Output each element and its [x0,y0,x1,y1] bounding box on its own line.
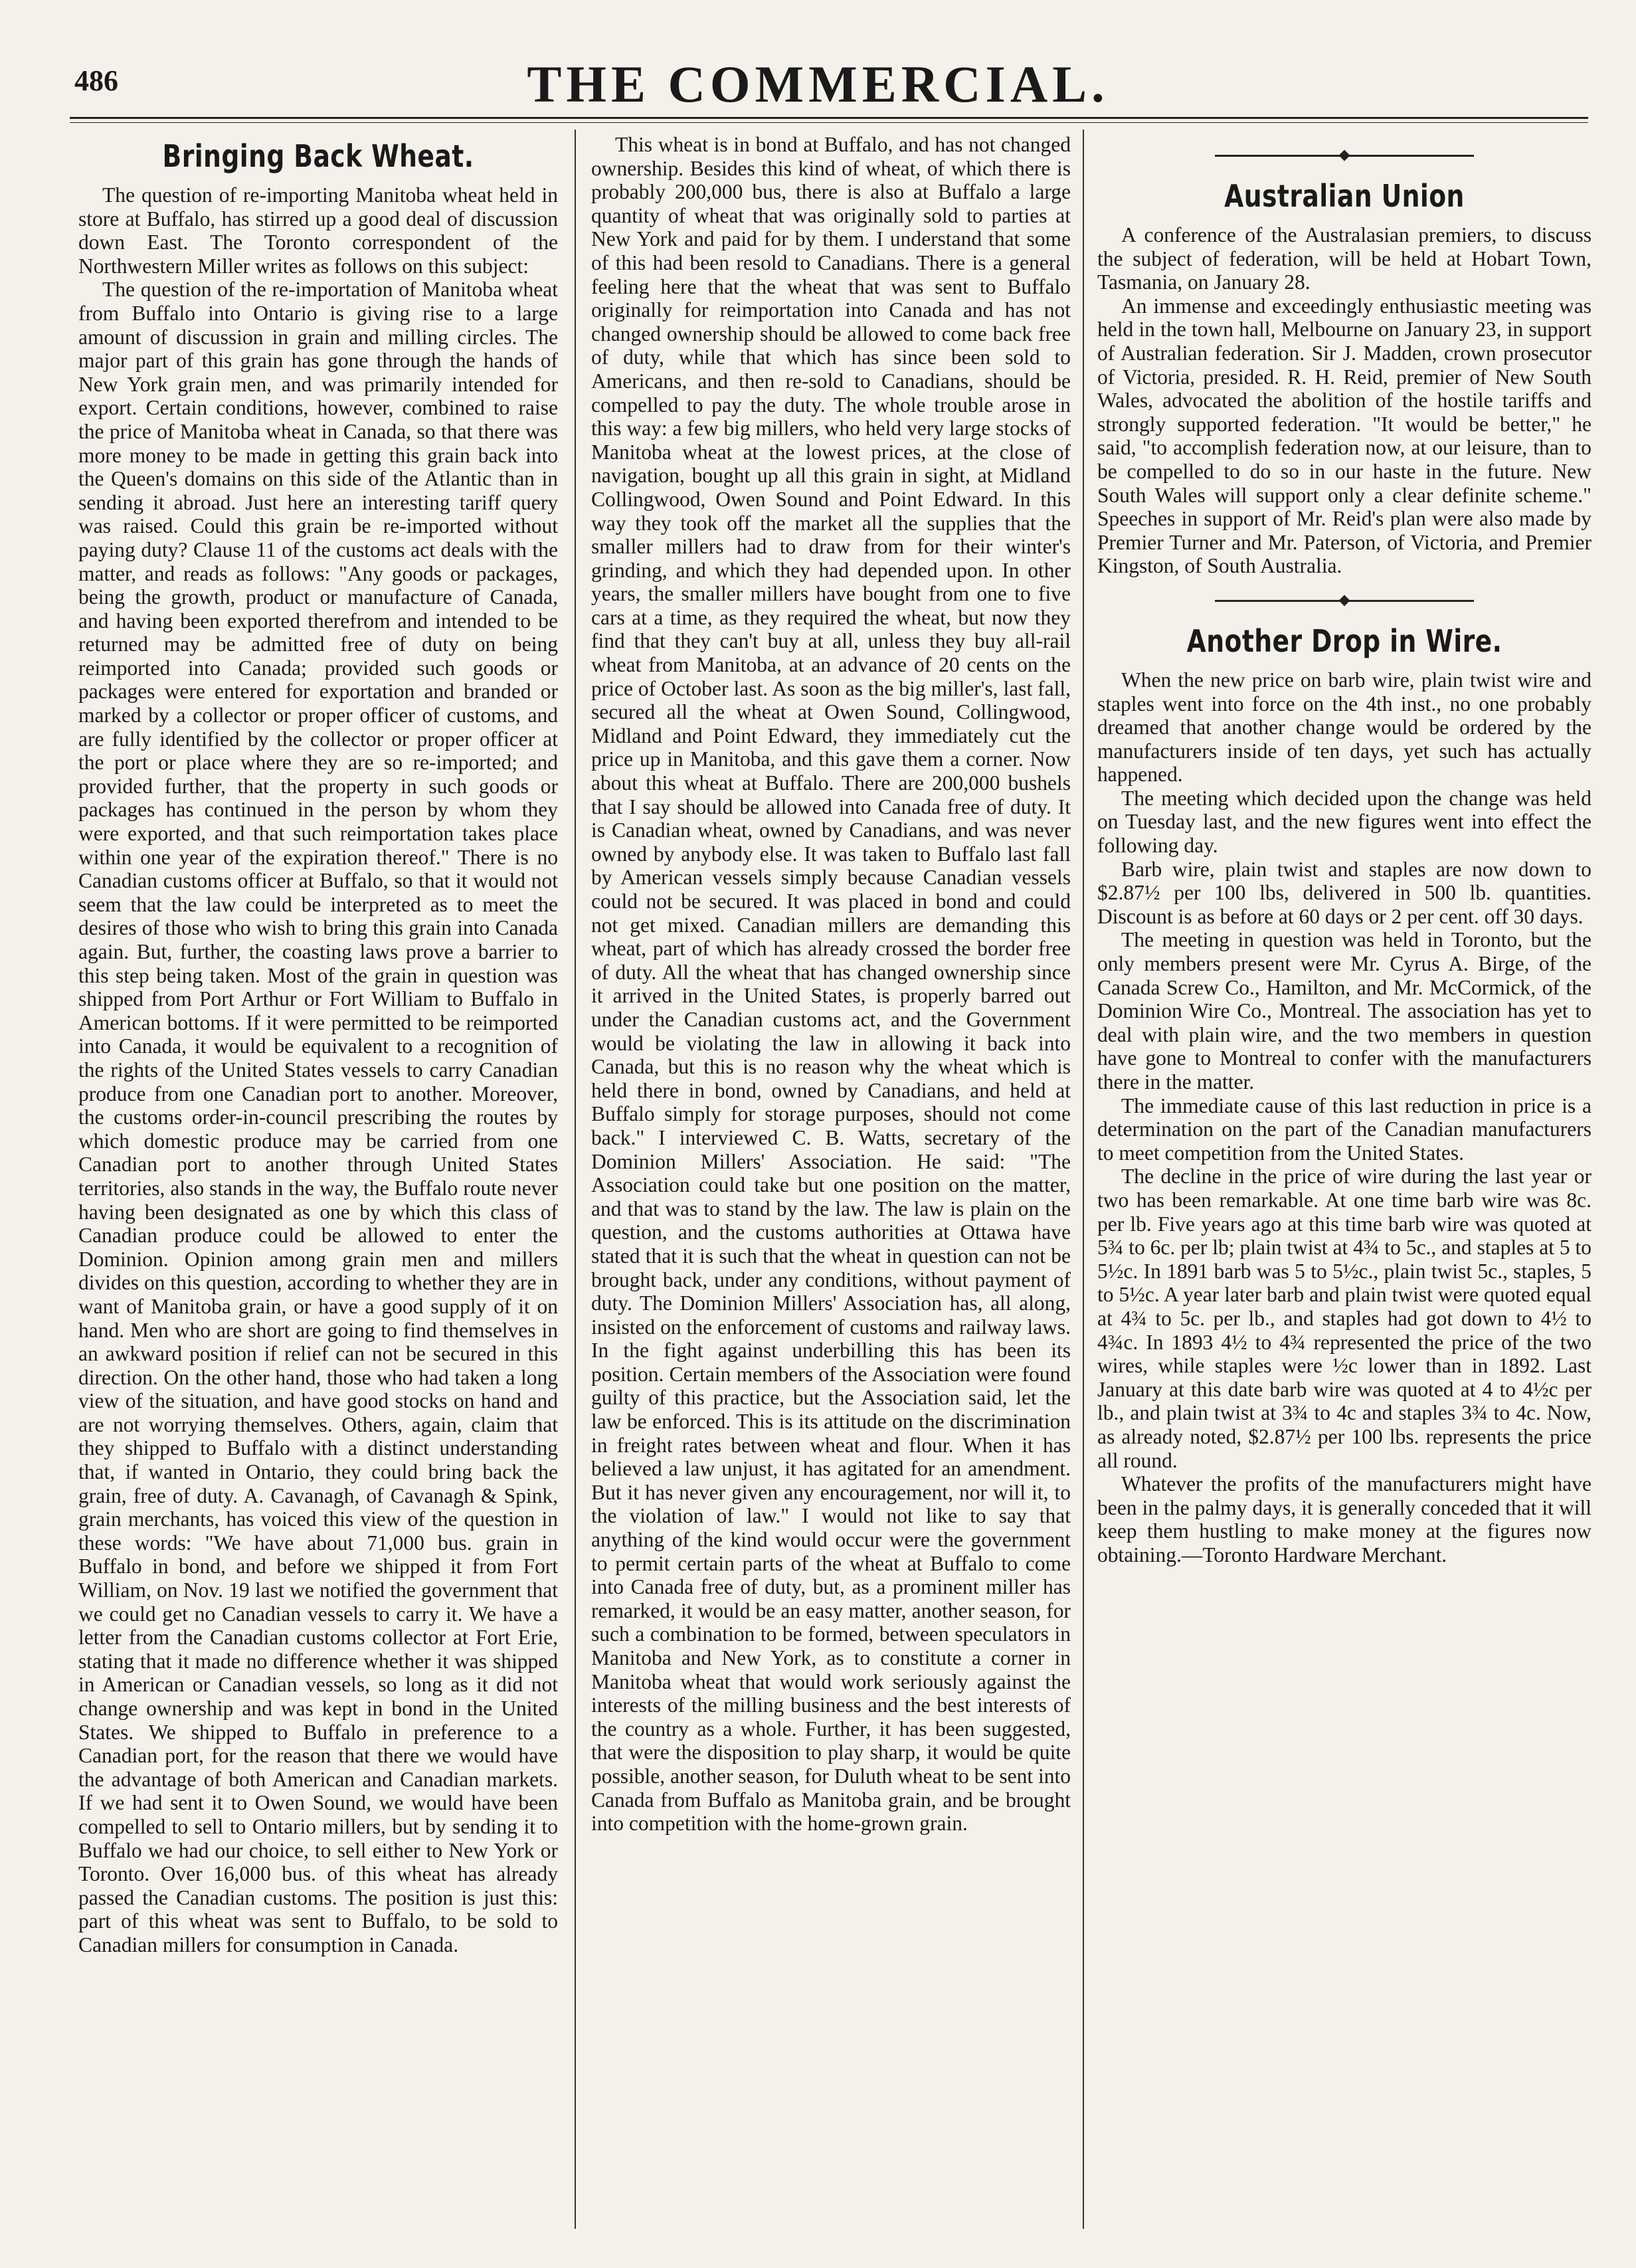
article-paragraph: The meeting in question was held in Toronto, but the only members present were Mr. Cyrus A. Birge, of the Canada Screw Co., Hamilton, and Mr. McCormick, of the Dominion Wire Co., Montreal. The association has yet to deal with plain wire, and the two members in question have gone to Montreal to confer with the manufacturers there in the matter. [1097,928,1591,1093]
masthead-rule [70,117,1588,119]
article-headline: Bringing Back Wheat. [162,138,474,174]
article-paragraph: This wheat is in bond at Buffalo, and has not changed ownership. Besides this kind of wheat, of which there is probably 200,000 bus, there is also at Buffalo a large quantity of wheat that was originally sold to parties at New York and paid for by them. I understand that some of this had been resold to Canadians. There is a general feeling here that the wheat that was sent to Buffalo originally for reimportation into Canada and has not changed ownership should be allowed to come back free of duty, while that which has since been sold to Americans, and then re-sold to Canadians, should be compelled to pay the duty. The whole trouble arose in this way: a few big millers, who held very large stocks of Manitoba wheat at the lowest prices, at the close of navigation, bought up all this grain in sight, at Midland Collingwood, Owen Sound and Point Edward. In this way they took off the market all the supplies that the smaller millers had to draw from for their winter's grinding, and which they had depended upon. In other years, the smaller millers have bought from one to five cars at a time, as they required the wheat, but now they find that they can't buy at all, unless they buy all-rail wheat from Manitoba, at an advance of 20 cents on the price of October last. As soon as the big miller's, last fall, secured all the wheat at Owen Sound, Collingwood, Midland and Point Edward, they immediately cut the price up in Manitoba, and this gave them a corner. Now about this wheat at Buffalo. There are 200,000 bushels that I say should be allowed into Canada free of duty. It is Canadian wheat, owned by Canadians, and was never owned by anybody else. It was taken to Buffalo last fall by American vessels simply because Canadian vessels could not be secured. It was placed in bond and could not get mixed. Canadian millers are demanding this wheat, part of which has already crossed the border free of duty. All the wheat that has changed ownership since it arrived in the United States, is properly barred out under the Canadian customs act, and the Government would be violating the law in allowing it back into Canada, but this is no reason why the wheat which is held there in bond, owned by Canadians, and held at Buffalo simply for storage purposes, should not come back." I interviewed C. B. Watts, secretary of the Dominion Millers' Association. He said: "The Association could take but one position on the matter, and that was to stand by the law. The law is plain on the question, and the customs authorities at Ottawa have stated that it is such that the wheat in question can not be brought back, under any conditions, without payment of duty. The Dominion Millers' Association has, all along, insisted on the enforcement of customs and railway laws. In the fight against underbilling this has been its position. Certain members of the Association were found guilty of this practice, but the Association said, let the law be enforced. This is its attitude on the discrimination in freight rates between wheat and flour. When it has believed a law unjust, it has agitated for an amendment. But it has never given any encouragement, nor will it, to the violation of law." I would not like to say that anything of the kind would occur were the government to permit certain parts of the wheat at Buffalo to come into Canada free of duty, but, as a prominent miller has remarked, it would be an easy matter, another season, for such a combination to be formed, between speculators in Manitoba and New York, as to constitute a corner in Manitoba wheat that would work seriously against the interests of the milling business and the best interests of the country as a whole. Further, it has been suggested, that were the disposition to play sharp, it would be quite possible, another season, for Duluth wheat to be sent into Canada from Buffalo as Manitoba grain, and be brought into competition with the home-grown grain. [591,133,1071,1836]
article-paragraph: The decline in the price of wire during the last year or two has been remarkable. At one time barb wire was 8c. per lb. Five years ago at this time barb wire was quoted at 5¾ to 6c. per lb; plain twist at 4¾ to 5c., and staples at 5 to 5½c. In 1891 barb was 5 to 5½c., plain twist 5c., staples, 5 to 5½c. A year later barb and plain twist were quoted equal at 4¾ to 5c. per lb., and staples had got down to 4½ to 4¾c. In 1893 4½ to 4¾ represented the price of the two wires, while staples were ½c lower than in 1892. Last January at this date barb wire was quoted at 4 to 4½c per lb., and plain twist at 3¾ to 4c and staples 3¾ to 4c. Now, as already noted, $2.87½ per 100 lbs. represents the price all round. [1097,1165,1591,1472]
masthead [0,0,1636,140]
article-headline: Australian Union [1224,178,1465,214]
article-paragraph: Whatever the profits of the manufacturers might have been in the palmy days, it is generally conceded that it will keep them hustling to make money at the figures now obtaining.—Toronto Hardware Merchant. [1097,1472,1591,1566]
column-divider [575,130,576,2229]
section-divider [1215,147,1474,165]
article-paragraph: The immediate cause of this last reduction in price is a determination on the part of the Canadian manufacturers to meet competition from the United States. [1097,1093,1591,1165]
page-number: 486 [74,64,118,97]
newspaper-title: THE COMMERCIAL. [527,55,1109,113]
article-paragraph: When the new price on barb wire, plain twist wire and staples went into force on the 4th inst., no one probably dreamed that another change would be ordered by the manufacturers inside of ten days, yet such has actually happened. [1097,668,1591,787]
article-paragraph: An immense and exceedingly enthusiastic meeting was held in the town hall, Melbourne on January 23, in support of Australian federation. Sir J. Madden, crown prosecutor of Victoria, presided. R. H. Reid, premier of New South Wales, advocated the abolition of the hostile tariffs and strongly supported federation. "It would be better," he said, "to accomplish federation now, at our leisure, than to be compelled to do so in our haste in the future. New South Wales will support only a clear definite scheme." Speeches in support of Mr. Reid's plan were also made by Premier Turner and Mr. Paterson, of Victoria, and Premier Kingston, of South Australia. [1097,294,1591,578]
article-headline: Another Drop in Wire. [1186,622,1502,659]
column-2 [591,133,1071,2225]
column-1 [78,133,558,2225]
column-divider [1083,130,1084,2229]
column-3 [1097,133,1591,2225]
section-divider [1215,593,1474,610]
article-paragraph: Barb wire, plain twist and staples are now down to $2.87½ per 100 lbs, delivered in 500 lb. quantities. Discount is as before at 60 days or 2 per cent. off 30 days. [1097,857,1591,928]
article-paragraph: The meeting which decided upon the change was held on Tuesday last, and the new figures went into effect the following day. [1097,786,1591,858]
article-paragraph: A conference of the Australasian premiers, to discuss the subject of federation, will be held at Hobart Town, Tasmania, on January 28. [1097,223,1591,294]
article-paragraph: The question of re-importing Manitoba wheat held in store at Buffalo, has stirred up a good deal of discussion down East. The Toronto correspondent of the Northwestern Miller writes as follows on this subject: [78,183,558,278]
masthead-rule-thin [70,122,1588,123]
article-paragraph: The question of the re-importation of Manitoba wheat from Buffalo into Ontario is giving rise to a large amount of discussion in grain and milling circles. The major part of this grain has gone through the hands of New York grain men, and was primarily intended for export. Certain conditions, however, combined to raise the price of Manitoba wheat in Canada, so that there was more money to be made in getting this grain back into the Queen's domains on this side of the Atlantic than in sending it abroad. Just here an interesting tariff query was raised. Could this grain be re-imported without paying duty? Clause 11 of the customs act deals with the matter, and reads as follows: "Any goods or packages, being the growth, product or manufacture of Canada, and having been exported therefrom and intended to be returned may be admitted free of duty on being reimported into Canada; provided such goods or packages were entered for exportation and branded or marked by a collector or proper officer of customs, and are fully identified by the collector or proper officer at the port or place where they are so re-imported; and provided further, that the property in such goods or packages has continued in the person by whom they were exported, and that such reimportation takes place within one year of the expiration thereof." There is no Canadian customs officer at Buffalo, so that it would not seem that the law could be interpreted as to meet the desires of those who wish to bring this grain into Canada again. But, further, the coasting laws prove a barrier to this step being taken. Most of the grain in question was shipped from Port Arthur or Fort William to Buffalo in American bottoms. If it were permitted to be reimported into Canada, it would be equivalent to a recognition of the rights of the United States vessels to carry Canadian produce from one Canadian port to another. Moreover, the customs order-in-council prescribing the routes by which domestic produce may be carried from one Canadian port to another through United States territories, also stands in the way, the Buffalo route never having been designated as one by which this class of Canadian produce could be allowed to enter the Dominion. Opinion among grain men and millers divides on this question, according to whether they are in want of Manitoba grain, or have a good supply of it on hand. Men who are short are going to find themselves in an awkward position if relief can not be secured in this direction. On the other hand, those who had taken a long view of the situation, and have good stocks on hand and are not worrying themselves. Others, again, claim that they shipped to Buffalo with a distinct understanding that, if wanted in Ontario, they could bring back the grain, free of duty. A. Cavanagh, of Cavanagh & Spink, grain merchants, has voiced this view of the question in these words: "We have about 71,000 bus. grain in Buffalo in bond, and before we shipped it from Fort William, on Nov. 19 last we notified the government that we could get no Canadian vessels to carry it. We have a letter from the Canadian customs collector at Fort Erie, stating that it made no difference whether it was shipped in American or Canadian vessels, so long as it did not change ownership and was kept in bond in the United States. We shipped to Buffalo in preference to a Canadian port, for the reason that there we would have the advantage of both American and Canadian markets. If we had sent it to Owen Sound, we would have been compelled to sell to Ontario millers, but by sending it to Buffalo we had our choice, to sell either to New York or Toronto. Over 16,000 bus. of this wheat has already passed the Canadian customs. The position is just this: part of this wheat was sent to Buffalo, to be sold to Canadian millers for consumption in Canada. [78,278,558,1956]
